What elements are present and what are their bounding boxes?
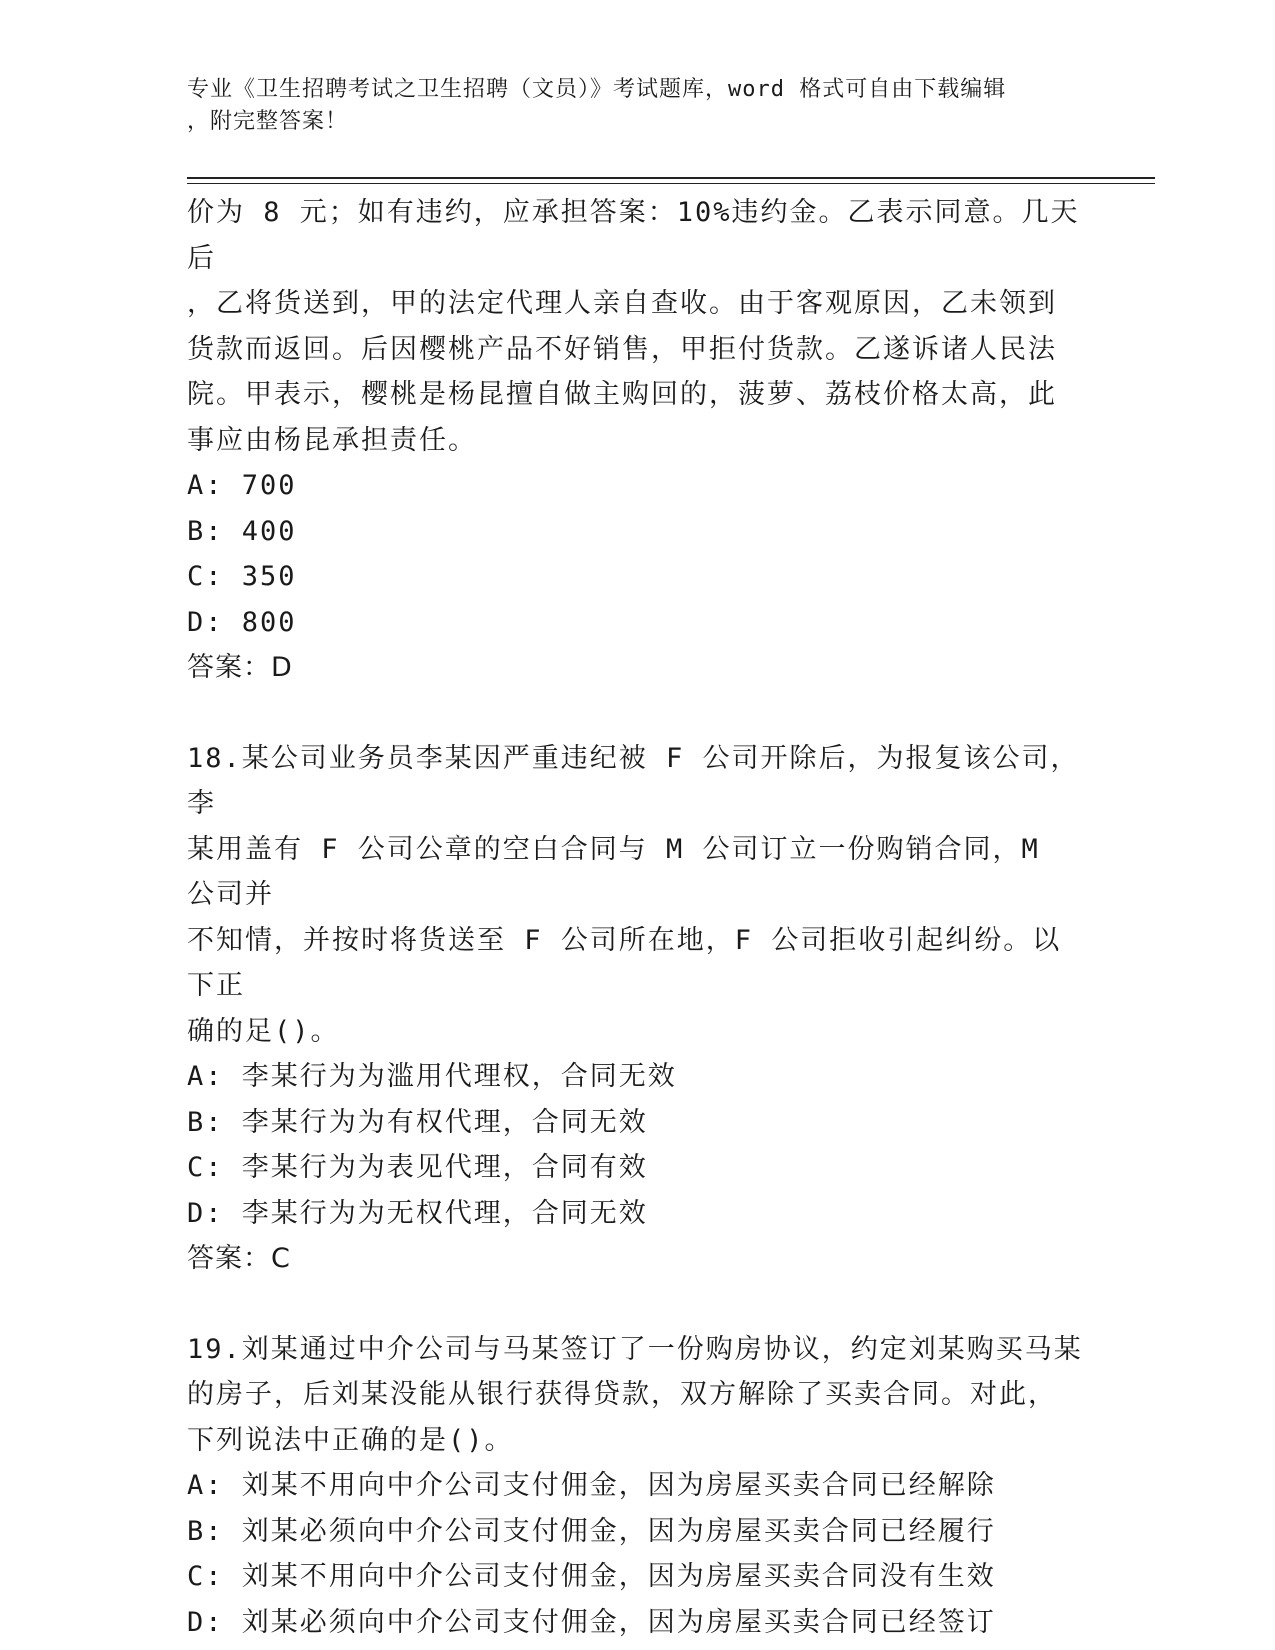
option-c: C: 刘某不用向中介公司支付佣金，因为房屋买卖合同没有生效: [187, 1561, 996, 1592]
option-d: D: 李某行为为无权代理，合同无效: [187, 1197, 648, 1229]
header-line-1: 专业《卫生招聘考试之卫生招聘（文员）》考试题库，word 格式可自由下载编辑: [187, 77, 1007, 102]
answer-line: 答案：C: [187, 1243, 291, 1274]
option-a: A: 刘某不用向中介公司支付佣金，因为房屋买卖合同已经解除: [187, 1470, 996, 1501]
option-d: D: 800: [187, 606, 297, 638]
option-b: B: 刘某必须向中介公司支付佣金，因为房屋买卖合同已经履行: [187, 1515, 996, 1547]
question-stem-line: 货款而返回。后因樱桃产品不好销售，甲拒付货款。乙遂诉诸人民法: [187, 333, 1057, 365]
question-spacer: [187, 1282, 1087, 1327]
option-d: D: 刘某必须向中介公司支付佣金，因为房屋买卖合同已经签订: [187, 1606, 996, 1638]
question-18: [187, 736, 1087, 1282]
option-a: A: 李某行为为滥用代理权，合同无效: [187, 1061, 677, 1092]
option-b: B: 李某行为为有权代理，合同无效: [187, 1106, 648, 1138]
question-stem-line: 院。甲表示，樱桃是杨昆擅自做主购回的，菠萝、荔枝价格太高，此: [187, 379, 1057, 410]
question-stem-line: ，乙将货送到，甲的法定代理人亲自查收。由于客观原因，乙未领到: [187, 288, 1057, 319]
question-stem-line: 19.刘某通过中介公司与马某签订了一份购房协议，约定刘某购买马某: [187, 1333, 1083, 1365]
question-19: [187, 1327, 1087, 1646]
question-spacer: [187, 691, 1087, 736]
question-stem-line: 事应由杨昆承担责任。: [187, 424, 477, 456]
answer-line: 答案：D: [187, 652, 293, 683]
option-c: C: 350: [187, 561, 297, 592]
option-b: B: 400: [187, 515, 297, 547]
question-stem-line: 下列说法中正确的是()。: [187, 1424, 514, 1456]
question-stem-line: 确的足()。: [187, 1015, 340, 1047]
question-stem-line: 价为 8 元；如有违约，应承担答案：10%违约金。乙表示同意。几天后: [187, 197, 1080, 274]
document-header: [187, 74, 1067, 138]
header-divider-thick: [187, 177, 1155, 179]
header-line-2: ，附完整答案！: [187, 109, 349, 134]
question-stem-line: 某用盖有 F 公司公章的空白合同与 M 公司订立一份购销合同，M 公司并: [187, 833, 1040, 910]
question-17: [187, 190, 1087, 691]
option-a: A: 700: [187, 470, 297, 501]
question-stem-line: 不知情，并按时将货送至 F 公司所在地，F 公司拒收引起纠纷。以下正: [187, 924, 1062, 1001]
option-c: C: 李某行为为表见代理，合同有效: [187, 1152, 648, 1183]
document-body: [187, 190, 1087, 1645]
question-stem-line: 的房子，后刘某没能从银行获得贷款，双方解除了买卖合同。对此，: [187, 1379, 1057, 1410]
question-stem-line: 18.某公司业务员李某因严重违纪被 F 公司开除后，为报复该公司，李: [187, 742, 1080, 819]
header-divider-thin: [187, 183, 1155, 184]
